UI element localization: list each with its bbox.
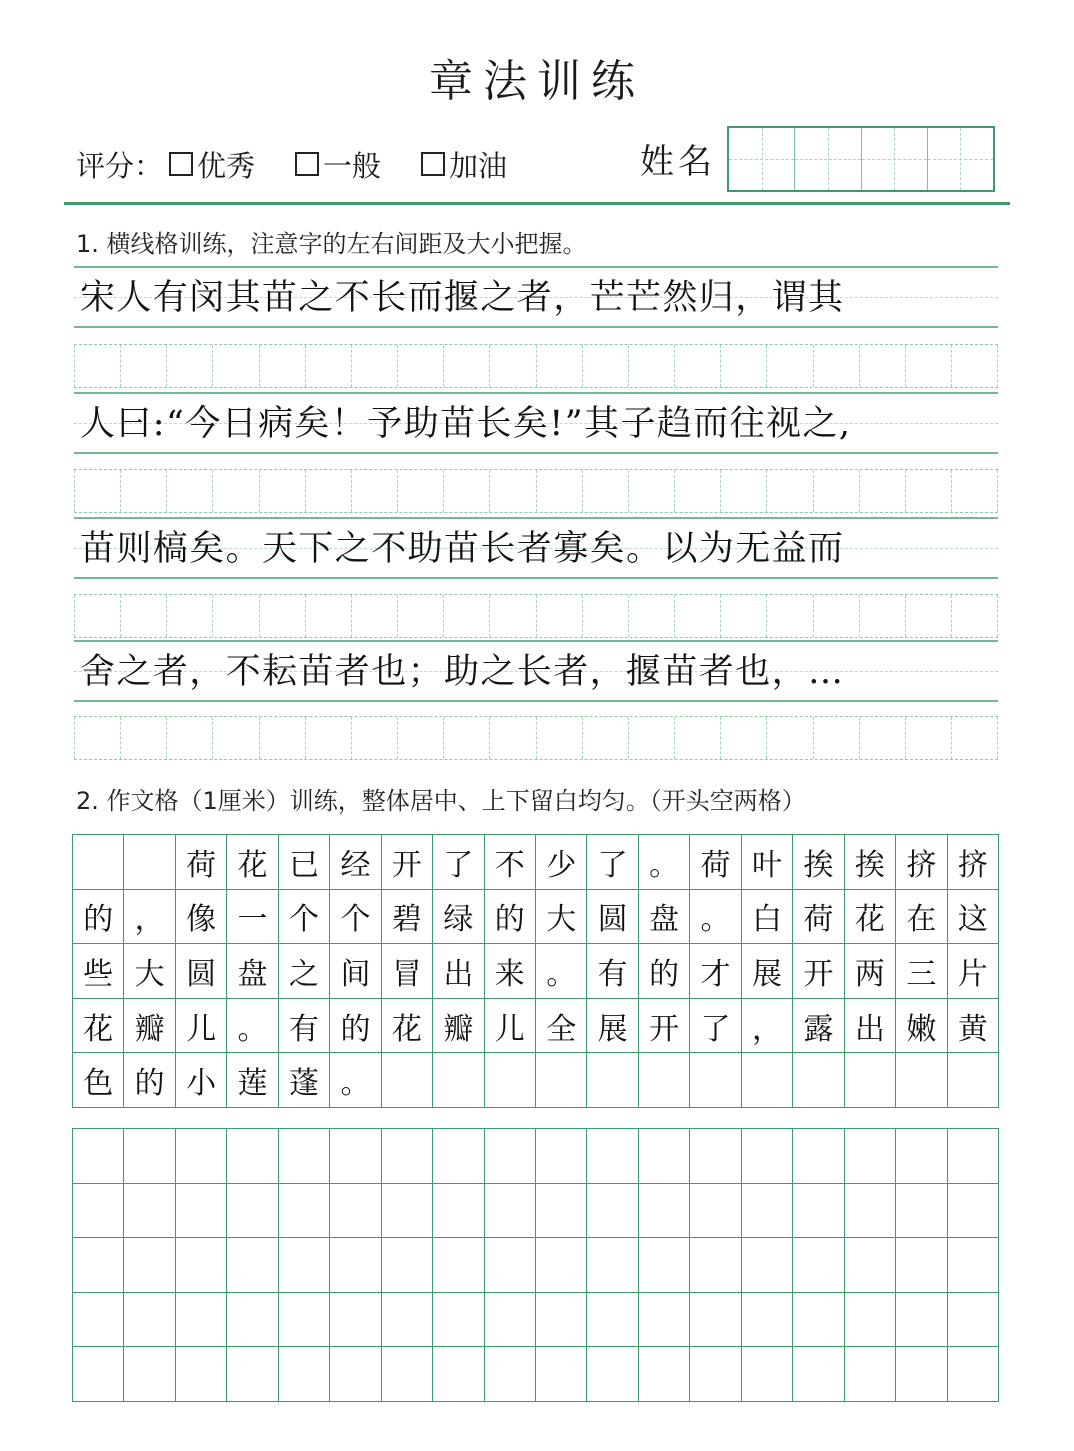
composition-cell: 像 [176,890,227,945]
grid-cell[interactable] [629,717,675,759]
empty-grid-cell[interactable] [896,1238,947,1293]
empty-grid-cell[interactable] [793,1347,844,1402]
tian-grid-row[interactable] [74,344,998,388]
grid-cell[interactable] [213,595,259,637]
grid-cell[interactable] [352,717,398,759]
empty-grid-cell[interactable] [536,1293,587,1348]
composition-cell: 盘 [227,944,278,999]
empty-grid-cell[interactable] [73,1184,124,1239]
empty-grid-cell[interactable] [845,1129,896,1184]
name-cell[interactable] [795,128,861,190]
grid-cell[interactable] [952,345,998,387]
rating-option-label: 优秀 [197,148,256,183]
composition-cell: 出 [845,999,896,1054]
composition-cell: 蓬 [279,1053,330,1108]
empty-grid-cell[interactable] [382,1347,433,1402]
empty-grid-cell[interactable] [639,1184,690,1239]
writing-line-text: 人曰:“今日病矣！予助苗长矣!”其子趋而往视之, [80,404,852,444]
grid-cell[interactable] [74,470,121,512]
composition-cell: 之 [279,944,330,999]
rating-label: 评分： [76,148,164,183]
empty-grid-cell[interactable] [587,1184,638,1239]
composition-cell: 盘 [639,890,690,945]
grid-cell[interactable] [352,470,398,512]
composition-cell: 这 [948,890,999,945]
empty-grid-cell[interactable] [382,1129,433,1184]
grid-cell[interactable] [213,345,259,387]
grid-cell[interactable] [398,345,444,387]
composition-cell: 个 [330,890,381,945]
composition-cell: 。 [639,835,690,890]
composition-cell: 小 [176,1053,227,1108]
composition-cell [742,1053,793,1108]
grid-cell[interactable] [860,595,906,637]
empty-grid-cell[interactable] [227,1293,278,1348]
name-cell[interactable] [862,128,928,190]
composition-cell: ， [124,890,175,945]
empty-grid-cell[interactable] [433,1129,484,1184]
empty-grid-cell[interactable] [742,1129,793,1184]
empty-grid-cell[interactable] [742,1347,793,1402]
composition-cell: 色 [73,1053,124,1108]
composition-cell: 花 [227,835,278,890]
grid-cell[interactable] [444,470,490,512]
composition-cell: 来 [485,944,536,999]
empty-grid-cell[interactable] [896,1129,947,1184]
composition-cell: 。 [330,1053,381,1108]
name-field-grid[interactable] [727,126,995,192]
grid-cell[interactable] [306,595,352,637]
empty-grid-cell[interactable] [587,1347,638,1402]
composition-cell: 莲 [227,1053,278,1108]
checkbox-icon[interactable] [421,152,445,176]
empty-grid-cell[interactable] [485,1238,536,1293]
empty-grid-cell[interactable] [433,1238,484,1293]
grid-cell[interactable] [398,470,444,512]
empty-grid-cell[interactable] [690,1184,741,1239]
section1-title: 1. 横线格训练，注意字的左右间距及大小把握。 [76,230,587,258]
composition-cell [485,1053,536,1108]
composition-cell [845,1053,896,1108]
empty-grid-cell[interactable] [948,1184,999,1239]
grid-cell[interactable] [398,717,444,759]
grid-cell[interactable] [306,470,352,512]
grid-cell[interactable] [675,595,721,637]
composition-cell: 了 [587,835,638,890]
composition-cell: 挨 [845,835,896,890]
empty-grid-cell[interactable] [73,1238,124,1293]
empty-grid-cell[interactable] [845,1293,896,1348]
empty-grid-cell[interactable] [227,1347,278,1402]
empty-grid-cell[interactable] [124,1184,175,1239]
grid-cell[interactable] [629,470,675,512]
grid-cell[interactable] [306,345,352,387]
composition-cell [690,1053,741,1108]
composition-cell: 瓣 [433,999,484,1054]
name-cell[interactable] [928,128,993,190]
composition-cell: 绿 [433,890,484,945]
composition-cell: 了 [433,835,484,890]
grid-cell[interactable] [121,717,167,759]
writing-line-row [74,266,998,328]
grid-cell[interactable] [767,717,813,759]
grid-cell[interactable] [74,717,121,759]
empty-grid-cell[interactable] [639,1293,690,1348]
empty-grid-cell[interactable] [896,1184,947,1239]
empty-grid-cell[interactable] [124,1129,175,1184]
empty-grid-cell[interactable] [793,1238,844,1293]
empty-grid-cell[interactable] [176,1129,227,1184]
composition-grid-filled [72,834,999,1108]
composition-cell: 花 [73,999,124,1054]
composition-cell: 全 [536,999,587,1054]
composition-cell: 有 [587,944,638,999]
grid-cell[interactable] [814,345,860,387]
grid-cell[interactable] [260,470,306,512]
empty-grid-cell[interactable] [690,1293,741,1348]
grid-cell[interactable] [213,470,259,512]
composition-cell: 在 [896,890,947,945]
header-divider [64,202,1010,205]
composition-cell [587,1053,638,1108]
composition-cell [73,835,124,890]
grid-cell[interactable] [906,470,952,512]
empty-grid-cell[interactable] [742,1238,793,1293]
tian-grid-row[interactable] [74,469,998,513]
empty-grid-cell[interactable] [279,1347,330,1402]
grid-cell[interactable] [398,595,444,637]
grid-cell[interactable] [490,470,536,512]
composition-cell: 开 [382,835,433,890]
empty-grid-cell[interactable] [793,1184,844,1239]
grid-cell[interactable] [721,717,767,759]
composition-cell: 。 [536,944,587,999]
grid-cell[interactable] [167,717,213,759]
composition-cell [793,1053,844,1108]
empty-grid-cell[interactable] [793,1129,844,1184]
empty-grid-cell[interactable] [896,1293,947,1348]
empty-grid-cell[interactable] [587,1238,638,1293]
composition-cell: 荷 [176,835,227,890]
composition-cell: 荷 [793,890,844,945]
composition-cell [639,1053,690,1108]
rating-option-label: 加油 [449,148,508,183]
composition-cell: 挤 [896,835,947,890]
empty-grid-cell[interactable] [124,1293,175,1348]
composition-cell: 大 [124,944,175,999]
tian-grid-row[interactable] [74,594,998,638]
grid-cell[interactable] [444,595,490,637]
grid-cell[interactable] [767,345,813,387]
empty-grid-cell[interactable] [845,1238,896,1293]
empty-grid-cell[interactable] [382,1184,433,1239]
composition-cell: 经 [330,835,381,890]
empty-grid-cell[interactable] [742,1184,793,1239]
empty-grid-cell[interactable] [690,1238,741,1293]
composition-cell: 儿 [485,999,536,1054]
composition-cell: 露 [793,999,844,1054]
grid-cell[interactable] [860,470,906,512]
composition-cell: 圆 [176,944,227,999]
grid-cell[interactable] [260,345,306,387]
checkbox-icon[interactable] [295,152,319,176]
grid-cell[interactable] [860,717,906,759]
grid-cell[interactable] [952,470,998,512]
grid-cell[interactable] [583,717,629,759]
composition-cell: 挤 [948,835,999,890]
writing-line-row [74,640,998,702]
empty-grid-cell[interactable] [227,1129,278,1184]
empty-grid-cell[interactable] [845,1347,896,1402]
empty-grid-cell[interactable] [73,1293,124,1348]
grid-cell[interactable] [906,595,952,637]
rating-row [76,140,547,188]
composition-cell: 才 [690,944,741,999]
empty-grid-cell[interactable] [279,1293,330,1348]
empty-grid-cell[interactable] [433,1347,484,1402]
empty-grid-cell[interactable] [948,1238,999,1293]
grid-cell[interactable] [537,595,583,637]
empty-grid-cell[interactable] [227,1238,278,1293]
composition-cell [948,1053,999,1108]
grid-cell[interactable] [814,717,860,759]
composition-cell [124,835,175,890]
name-cell[interactable] [729,128,795,190]
section2-title: 2. 作文格（1厘米）训练，整体居中、上下留白均匀。（开头空两格） [76,787,806,815]
grid-cell[interactable] [906,717,952,759]
empty-grid-cell[interactable] [690,1347,741,1402]
empty-grid-cell[interactable] [485,1184,536,1239]
grid-cell[interactable] [121,345,167,387]
empty-grid-cell[interactable] [382,1238,433,1293]
composition-cell: 大 [536,890,587,945]
grid-cell[interactable] [952,717,998,759]
grid-cell[interactable] [537,345,583,387]
rating-option-keep-going[interactable] [421,144,507,185]
grid-cell[interactable] [444,345,490,387]
grid-cell[interactable] [306,717,352,759]
composition-cell [896,1053,947,1108]
composition-cell: 的 [73,890,124,945]
empty-grid-cell[interactable] [330,1347,381,1402]
grid-cell[interactable] [860,345,906,387]
composition-cell: 两 [845,944,896,999]
composition-grid-empty[interactable] [72,1128,999,1402]
grid-cell[interactable] [814,595,860,637]
empty-grid-cell[interactable] [382,1293,433,1348]
composition-cell: 嫩 [896,999,947,1054]
grid-cell[interactable] [490,717,536,759]
grid-cell[interactable] [490,345,536,387]
empty-grid-cell[interactable] [536,1129,587,1184]
grid-cell[interactable] [814,470,860,512]
composition-cell: 。 [690,890,741,945]
empty-grid-cell[interactable] [845,1184,896,1239]
composition-cell [382,1053,433,1108]
composition-cell: 片 [948,944,999,999]
composition-cell: 瓣 [124,999,175,1054]
empty-grid-cell[interactable] [176,1293,227,1348]
grid-cell[interactable] [537,717,583,759]
composition-cell: 的 [485,890,536,945]
empty-grid-cell[interactable] [176,1347,227,1402]
grid-cell[interactable] [583,345,629,387]
composition-cell: 展 [742,944,793,999]
rating-option-average[interactable] [295,144,381,185]
composition-cell: 冒 [382,944,433,999]
empty-grid-cell[interactable] [948,1129,999,1184]
empty-grid-cell[interactable] [536,1184,587,1239]
grid-cell[interactable] [121,595,167,637]
grid-cell[interactable] [721,345,767,387]
name-label: 姓名 [640,142,716,182]
composition-cell: 儿 [176,999,227,1054]
composition-cell: 开 [793,944,844,999]
empty-grid-cell[interactable] [639,1347,690,1402]
empty-grid-cell[interactable] [279,1184,330,1239]
grid-cell[interactable] [767,595,813,637]
empty-grid-cell[interactable] [742,1293,793,1348]
empty-grid-cell[interactable] [330,1184,381,1239]
empty-grid-cell[interactable] [587,1293,638,1348]
empty-grid-cell[interactable] [330,1129,381,1184]
empty-grid-cell[interactable] [176,1184,227,1239]
composition-cell: 挨 [793,835,844,890]
writing-line-row [74,392,998,454]
grid-cell[interactable] [121,470,167,512]
empty-grid-cell[interactable] [793,1293,844,1348]
empty-grid-cell[interactable] [279,1129,330,1184]
grid-cell[interactable] [167,595,213,637]
grid-cell[interactable] [583,595,629,637]
grid-cell[interactable] [629,345,675,387]
empty-grid-cell[interactable] [330,1293,381,1348]
empty-grid-cell[interactable] [73,1347,124,1402]
empty-grid-cell[interactable] [536,1347,587,1402]
empty-grid-cell[interactable] [485,1347,536,1402]
grid-cell[interactable] [675,717,721,759]
grid-cell[interactable] [629,595,675,637]
composition-cell: 的 [124,1053,175,1108]
composition-cell: 三 [896,944,947,999]
empty-grid-cell[interactable] [485,1293,536,1348]
empty-grid-cell[interactable] [433,1184,484,1239]
empty-grid-cell[interactable] [279,1238,330,1293]
grid-cell[interactable] [74,345,121,387]
composition-cell: 出 [433,944,484,999]
grid-cell[interactable] [583,470,629,512]
composition-cell: 荷 [690,835,741,890]
grid-cell[interactable] [74,595,121,637]
empty-grid-cell[interactable] [176,1238,227,1293]
composition-cell: 已 [279,835,330,890]
composition-cell: 花 [845,890,896,945]
grid-cell[interactable] [213,717,259,759]
grid-cell[interactable] [906,345,952,387]
empty-grid-cell[interactable] [639,1129,690,1184]
grid-cell[interactable] [721,595,767,637]
empty-grid-cell[interactable] [639,1238,690,1293]
empty-grid-cell[interactable] [227,1184,278,1239]
empty-grid-cell[interactable] [896,1347,947,1402]
empty-grid-cell[interactable] [587,1129,638,1184]
empty-grid-cell[interactable] [433,1293,484,1348]
writing-line-text: 苗则槁矣。天下之不助苗长者寡矣。以为无益而 [80,529,845,569]
tian-grid-row[interactable] [74,716,998,760]
empty-grid-cell[interactable] [948,1293,999,1348]
composition-cell: ， [742,999,793,1054]
writing-line-row [74,517,998,579]
writing-line-text: 宋人有闵其苗之不长而揠之者，芒芒然归，谓其 [80,278,845,318]
grid-cell[interactable] [490,595,536,637]
grid-cell[interactable] [721,470,767,512]
composition-cell: 黄 [948,999,999,1054]
composition-cell: 少 [536,835,587,890]
grid-cell[interactable] [352,345,398,387]
empty-grid-cell[interactable] [690,1129,741,1184]
empty-grid-cell[interactable] [485,1129,536,1184]
composition-cell: 圆 [587,890,638,945]
writing-line-text: 舍之者，不耘苗者也；助之长者，揠苗者也，… [80,652,845,692]
grid-cell[interactable] [767,470,813,512]
composition-cell: 间 [330,944,381,999]
grid-cell[interactable] [167,345,213,387]
checkbox-icon[interactable] [169,152,193,176]
composition-cell [433,1053,484,1108]
composition-cell: 开 [639,999,690,1054]
composition-cell: 不 [485,835,536,890]
empty-grid-cell[interactable] [948,1347,999,1402]
grid-cell[interactable] [537,470,583,512]
composition-cell: 碧 [382,890,433,945]
composition-cell: 白 [742,890,793,945]
grid-cell[interactable] [352,595,398,637]
composition-cell: 叶 [742,835,793,890]
composition-cell: 一 [227,890,278,945]
composition-cell [536,1053,587,1108]
empty-grid-cell[interactable] [124,1238,175,1293]
composition-cell: 有 [279,999,330,1054]
rating-option-label: 一般 [323,148,382,183]
composition-cell: 了 [690,999,741,1054]
composition-cell: 个 [279,890,330,945]
grid-cell[interactable] [675,470,721,512]
composition-cell: 展 [587,999,638,1054]
grid-cell[interactable] [260,717,306,759]
composition-cell: 的 [639,944,690,999]
composition-cell: 花 [382,999,433,1054]
composition-cell: 。 [227,999,278,1054]
page-title: 章法训练 [429,56,645,107]
empty-grid-cell[interactable] [536,1238,587,1293]
grid-cell[interactable] [444,717,490,759]
grid-cell[interactable] [675,345,721,387]
empty-grid-cell[interactable] [73,1129,124,1184]
empty-grid-cell[interactable] [124,1347,175,1402]
grid-cell[interactable] [167,470,213,512]
grid-cell[interactable] [260,595,306,637]
composition-cell: 的 [330,999,381,1054]
rating-option-excellent[interactable] [169,144,255,185]
grid-cell[interactable] [952,595,998,637]
composition-cell: 些 [73,944,124,999]
empty-grid-cell[interactable] [330,1238,381,1293]
